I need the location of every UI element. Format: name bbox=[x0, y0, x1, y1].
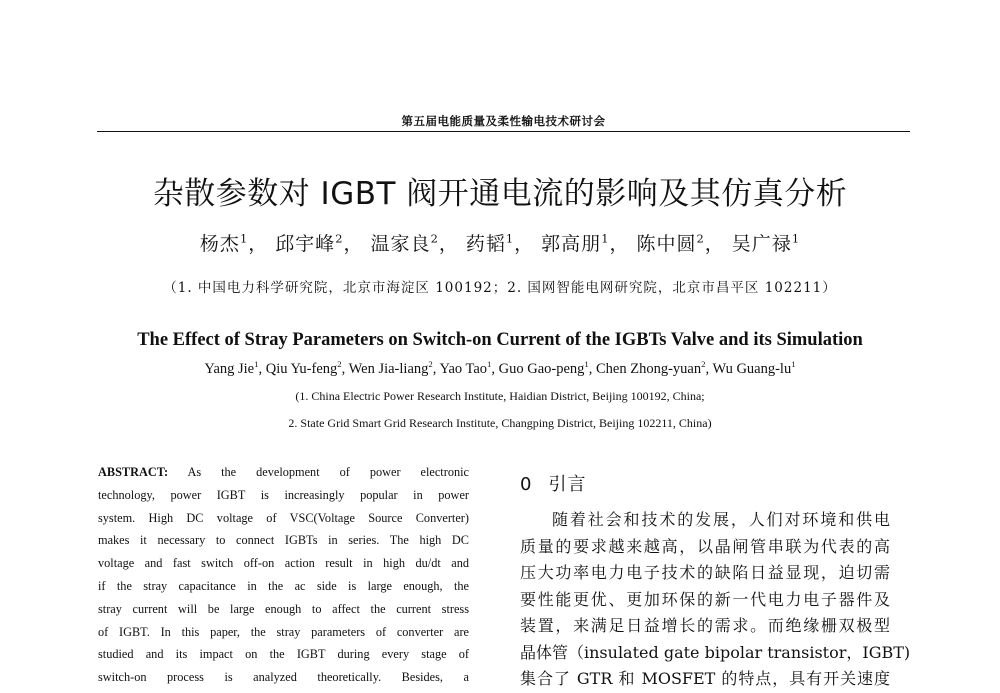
affiliations-cn: （1. 中国电力科学研究院，北京市海淀区 100192；2. 国网智能电网研究院，北京市昌平区 102211） bbox=[163, 280, 837, 296]
abstract-line: system. High DC voltage of VSC(Voltage Source Converter) bbox=[98, 510, 469, 525]
author-affil-mark: 1 bbox=[254, 359, 259, 369]
header-rule bbox=[97, 131, 910, 132]
author-cn-name: 郭高朋 bbox=[541, 233, 602, 255]
author-affil-mark: 1 bbox=[791, 359, 796, 369]
author-affil-mark: 1 bbox=[487, 359, 492, 369]
intro-line: 晶体管（insulated gate bipolar transistor，IGBT) bbox=[520, 642, 911, 662]
author-affil-mark: 2 bbox=[335, 231, 344, 246]
affiliation-en-1: (1. China Electric Power Research Institute, Haidian District, Beijing 100192, China; bbox=[295, 389, 705, 403]
paper-title-en: The Effect of Stray Parameters on Switch-on Current of the IGBTs Valve and its Simulation bbox=[137, 330, 863, 350]
author-affil-mark: 2 bbox=[701, 359, 706, 369]
intro-line: 要性能更优、更加环保的新一代电力电子器件及 bbox=[520, 589, 890, 609]
author-en-name: Yang Jie bbox=[204, 360, 255, 377]
author-en-name: Qiu Yu-feng bbox=[265, 360, 338, 377]
authors-en: Yang Jie$^1$, Qiu Yu-feng$^2$, Wen Jia-liang$^2$, Yao Tao$^1$, Guo Gao-peng$^1$, Chen Zhong-yuan$^2$, Wu Guang-$lu^1$ bbox=[204, 359, 796, 377]
abstract-line: studied and its impact on the IGBT during every stage of bbox=[98, 647, 469, 662]
abstract-line: technology, power IGBT is increasingly popular in power bbox=[98, 487, 469, 502]
author-en-name: Wu Guang-lu bbox=[712, 360, 792, 377]
paper-title-cn: 杂散参数对 IGBT 阀开通电流的影响及其仿真分析 bbox=[152, 176, 848, 212]
section-title: 引言 bbox=[548, 474, 587, 495]
intro-line: 压大功率电力电子技术的缺陷日益显现，迫切需 bbox=[520, 563, 890, 582]
author-affil-mark: 1 bbox=[584, 359, 589, 369]
author-affil-mark: 2 bbox=[430, 231, 439, 246]
affiliation-en-2: 2. State Grid Smart Grid Research Institute, Changping District, Beijing 102211, China) bbox=[288, 416, 712, 430]
intro-line: 装置，来满足日益增长的需求。而绝缘栅双极型 bbox=[520, 616, 890, 635]
intro-line: 集合了 GTR 和 MOSFET 的特点，具有开关速度 bbox=[520, 669, 890, 688]
authors-cn: 杨杰$^1$， 邱宇峰$^2$， 温家良$^2$， 药韬$^1$， 郭高朋$^1$， 陈中圆$^2$， 吴广禄$^1$ bbox=[199, 231, 801, 255]
intro-paragraph bbox=[520, 507, 911, 693]
author-cn-name: 邱宇峰 bbox=[275, 233, 336, 255]
author-affil-mark: 2 bbox=[337, 359, 342, 369]
author-cn-name: 陈中圆 bbox=[636, 233, 697, 255]
section-heading bbox=[520, 470, 586, 496]
abstract bbox=[98, 461, 469, 689]
abstract-line: if the stray capacitance in the ac side is large enough, the bbox=[98, 578, 469, 593]
author-en-name: Yao Tao bbox=[439, 360, 488, 377]
author-en-name: Guo Gao-peng bbox=[498, 360, 585, 377]
author-en-name: Chen Zhong-yuan bbox=[596, 360, 702, 377]
intro-line: 随着社会和技术的发展，人们对环境和供电 bbox=[552, 510, 890, 529]
abstract-line: voltage and fast switch off-on action result in high du/dt and bbox=[98, 556, 469, 571]
author-affil-mark: 1 bbox=[505, 231, 515, 246]
author-cn-name: 吴广禄 bbox=[731, 233, 792, 255]
author-affil-mark: 1 bbox=[601, 231, 610, 246]
abstract-line: makes it necessary to connect IGBTs in series. The high DC bbox=[98, 533, 469, 548]
author-en-name: Wen Jia-liang bbox=[348, 360, 429, 377]
abstract-line: stray current will be large enough to affect the current stress bbox=[98, 601, 469, 616]
author-affil-mark: 1 bbox=[239, 231, 249, 246]
abstract-label: ABSTRACT: bbox=[98, 465, 169, 479]
section-number: 0 bbox=[520, 474, 533, 495]
intro-line: 质量的要求越来越高，以晶闸管串联为代表的高 bbox=[520, 536, 890, 556]
author-affil-mark: 2 bbox=[428, 359, 433, 369]
conference-header: 第五届电能质量及柔性输电技术研讨会 bbox=[401, 114, 606, 128]
abstract-line: switch-on process is analyzed theoretically. Besides, a bbox=[98, 670, 469, 685]
author-cn-name: 药韬 bbox=[465, 233, 506, 255]
abstract-line: of IGBT. In this paper, the stray parameters of converter are bbox=[98, 624, 469, 639]
abstract-line: ABSTRACT: As the development of power electronic bbox=[98, 465, 469, 479]
author-cn-name: 杨杰 bbox=[199, 233, 240, 255]
author-cn-name: 温家良 bbox=[370, 233, 431, 255]
author-affil-mark: 2 bbox=[696, 231, 705, 246]
author-affil-mark: 1 bbox=[791, 231, 801, 246]
